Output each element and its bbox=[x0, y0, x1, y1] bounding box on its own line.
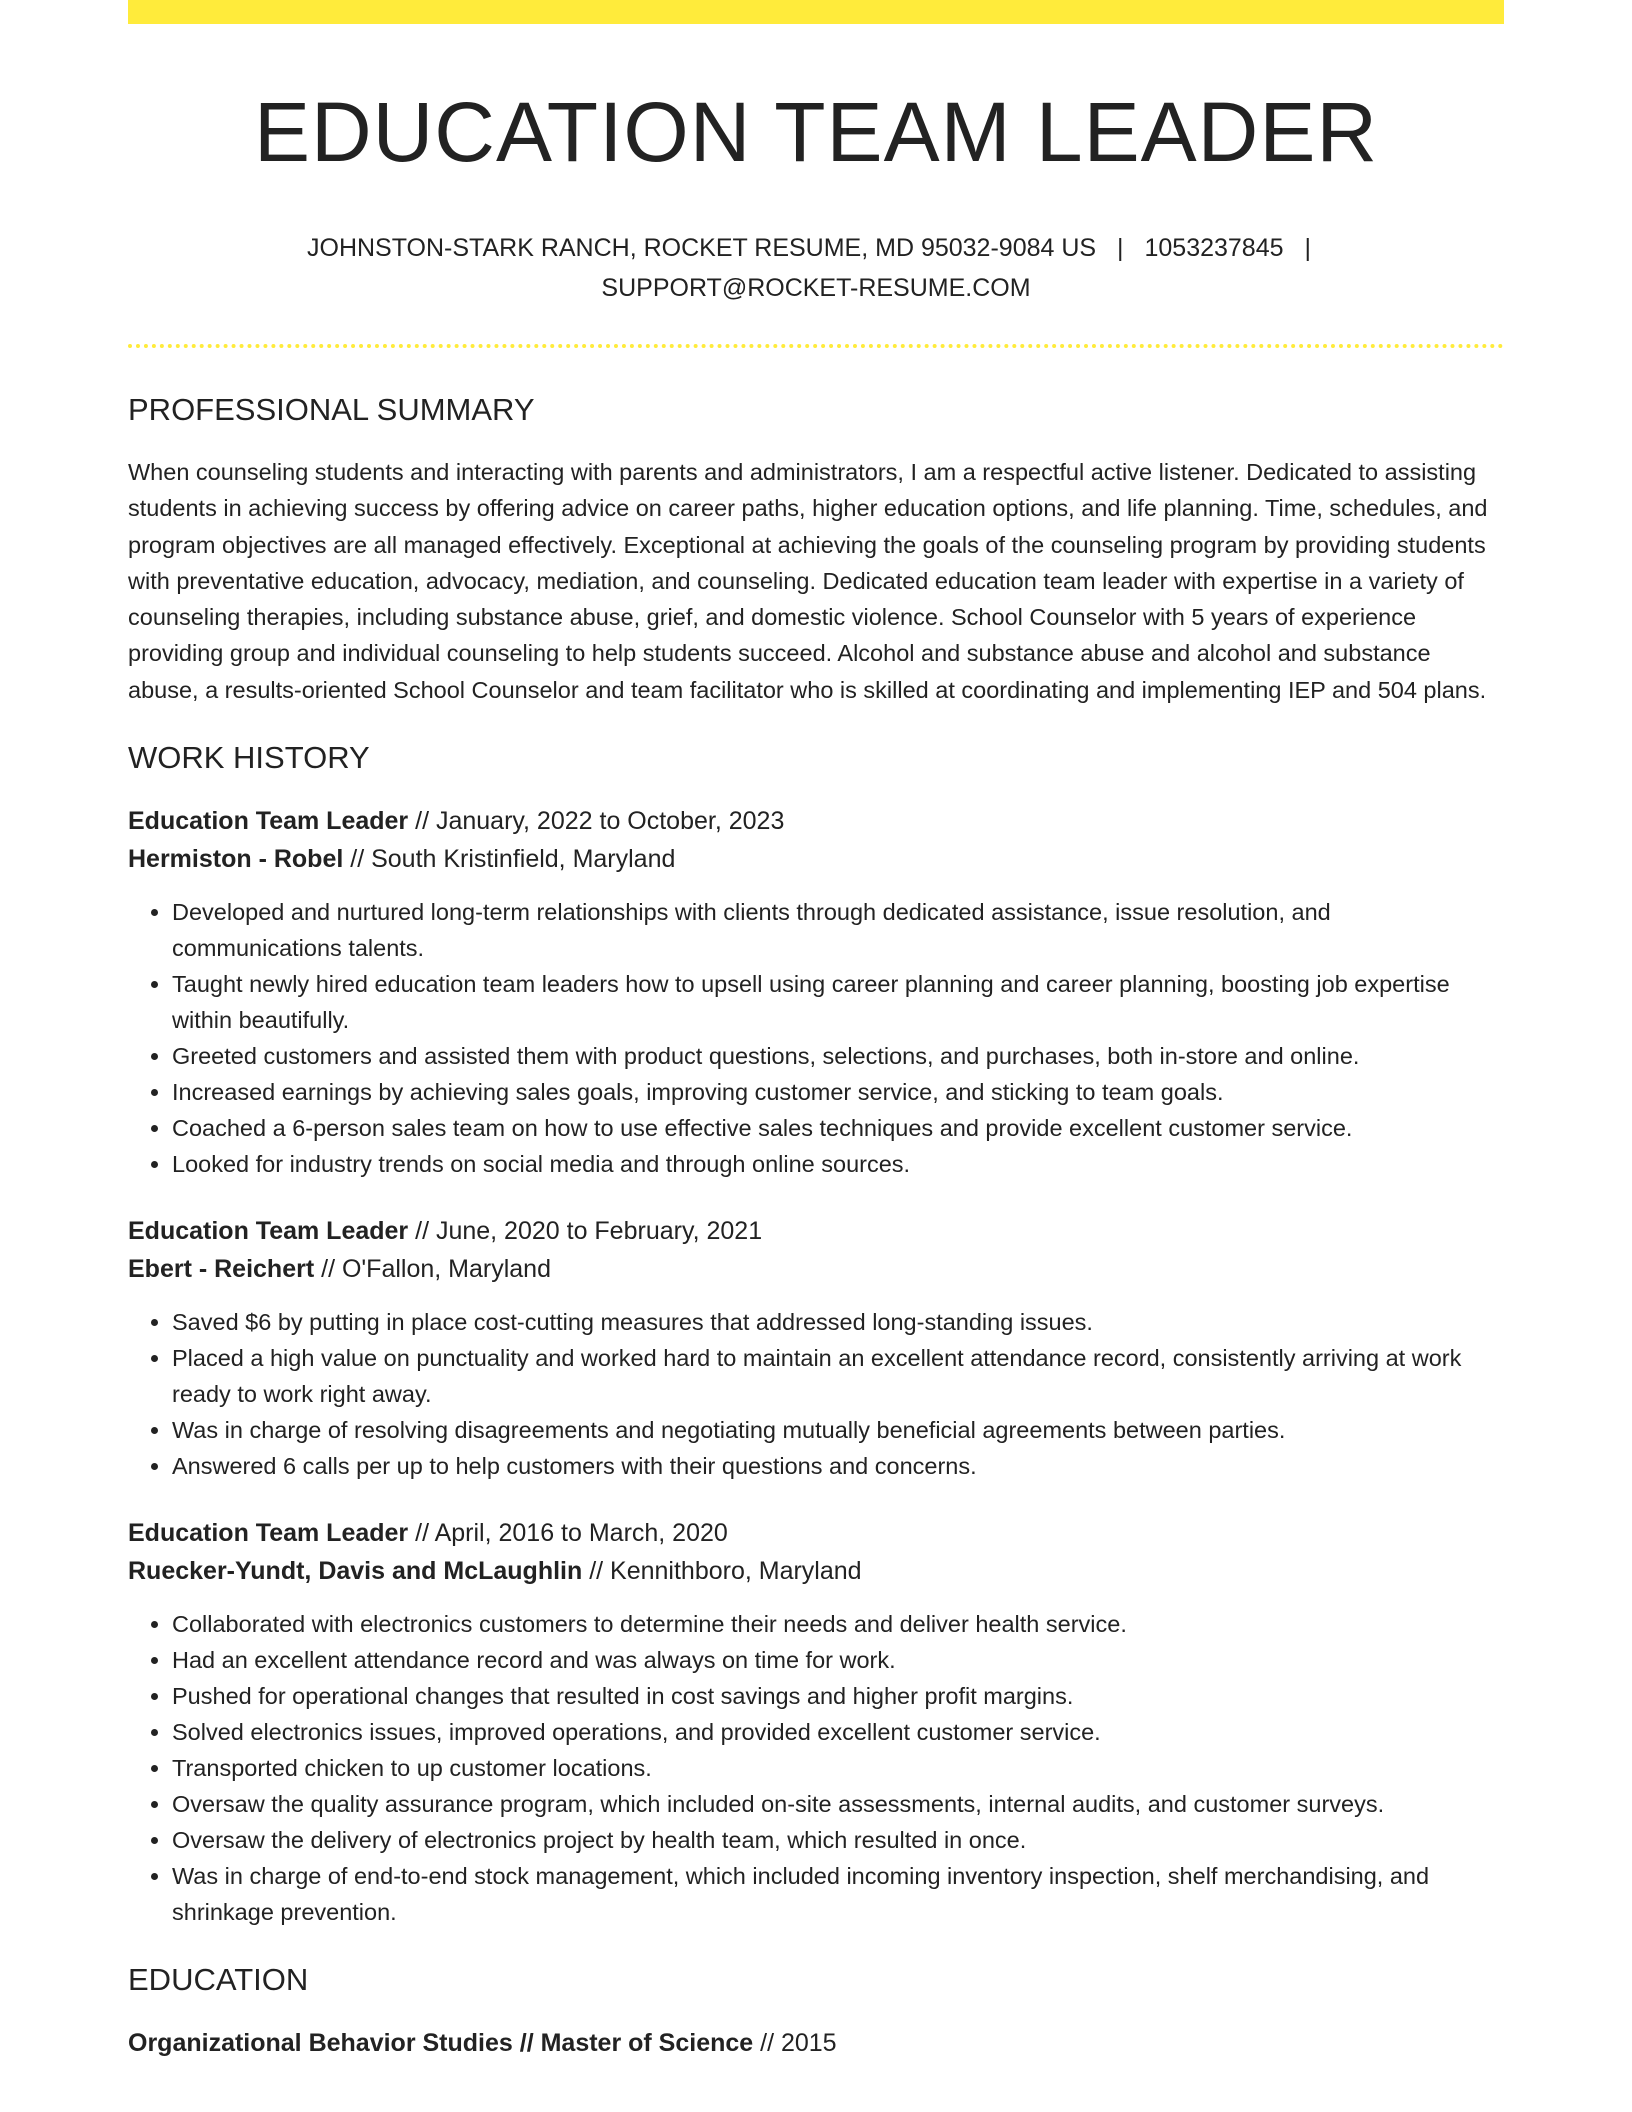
contact-phone: 1053237845 bbox=[1144, 234, 1284, 262]
contact-info bbox=[266, 228, 1366, 308]
job-bullet: • Oversaw the quality assurance program, which included on-site assessments, internal audits, and customer surveys. bbox=[172, 1786, 1504, 1822]
education-degree: Organizational Behavior Studies // Master of Science bbox=[128, 2029, 754, 2058]
job-bullet: • Oversaw the delivery of electronics project by health team, which resulted in once. bbox=[172, 1822, 1504, 1858]
contact-separator: | bbox=[1304, 234, 1311, 262]
education-year: // 2015 bbox=[753, 2029, 837, 2058]
job-bullet: • Had an excellent attendance record and was always on time for work. bbox=[172, 1642, 1504, 1678]
job-bullet-list bbox=[128, 894, 1504, 1182]
job-bullet: • Looked for industry trends on social media and through online sources. bbox=[172, 1146, 1504, 1182]
job-dates: // June, 2020 to February, 2021 bbox=[408, 1217, 763, 1246]
contact-address: JOHNSTON-STARK RANCH, ROCKET RESUME, MD 95032-9084 US bbox=[307, 234, 1097, 262]
job-location: // O'Fallon, Maryland bbox=[314, 1255, 551, 1284]
job-role: Education Team Leader bbox=[128, 807, 409, 836]
job-role: Education Team Leader bbox=[128, 1217, 409, 1246]
job-bullet: • Pushed for operational changes that resulted in cost savings and higher profit margins. bbox=[172, 1678, 1504, 1714]
job-dates: // January, 2022 to October, 2023 bbox=[408, 807, 785, 836]
job-bullet: • Placed a high value on punctuality and worked hard to maintain an excellent attendance record, consistently arriving at work ready to work right away. bbox=[172, 1340, 1504, 1412]
accent-bar bbox=[128, 0, 1504, 24]
summary-section-title: PROFESSIONAL SUMMARY bbox=[128, 392, 535, 427]
job-employer: Ruecker-Yundt, Davis and McLaughlin bbox=[128, 1557, 583, 1586]
education-entry bbox=[128, 2024, 1504, 2062]
job-entry bbox=[128, 1212, 1504, 1484]
contact-separator: | bbox=[1117, 234, 1124, 262]
job-bullet-list bbox=[128, 1304, 1504, 1484]
dotted-divider bbox=[128, 344, 1504, 348]
job-employer: Hermiston - Robel bbox=[128, 845, 344, 874]
job-bullet-list bbox=[128, 1606, 1504, 1930]
resume-name-heading: EDUCATION TEAM LEADER bbox=[253, 85, 1379, 179]
job-bullet: • Answered 6 calls per up to help customers with their questions and concerns. bbox=[172, 1448, 1504, 1484]
job-bullet: • Taught newly hired education team leaders how to upsell using career planning and career planning, boosting job expertise within beautifully. bbox=[172, 966, 1504, 1038]
job-title-line bbox=[128, 1514, 1504, 1552]
job-bullet: • Saved $6 by putting in place cost-cutting measures that addressed long-standing issues. bbox=[172, 1304, 1504, 1340]
job-entry bbox=[128, 802, 1504, 1182]
job-dates: // April, 2016 to March, 2020 bbox=[408, 1519, 728, 1548]
job-bullet: • Was in charge of resolving disagreements and negotiating mutually beneficial agreements between parties. bbox=[172, 1412, 1504, 1448]
job-employer-line bbox=[128, 1552, 1504, 1590]
education-section-title: EDUCATION bbox=[128, 1962, 309, 1998]
summary-text: When counseling students and interacting with parents and administrators, I am a respectful active listener. Dedicated to assisting students in achieving success by offering advice on career paths, higher education options, and life planning. Time, schedules, and program objectives are all managed effectively. Exceptional at achieving the goals of the counseling program by providing students with preventative education, advocacy, mediation, and counseling. Dedicated education team leader with expertise in a variety of counseling therapies, including substance abuse, grief, and domestic violence. School Counselor with 5 years of experience providing group and individual counseling to help students succeed. Alcohol and substance abuse and alcohol and substance abuse, a results-oriented School Counselor and team facilitator who is skilled at coordinating and implementing IEP and 504 plans. bbox=[128, 459, 1488, 703]
job-bullet: • Was in charge of end-to-end stock management, which included incoming inventory inspection, shelf merchandising, and shrinkage prevention. bbox=[172, 1858, 1504, 1930]
job-title-line bbox=[128, 1212, 1504, 1250]
job-role: Education Team Leader bbox=[128, 1519, 409, 1548]
job-entry bbox=[128, 1514, 1504, 1930]
contact-email: SUPPORT@ROCKET-RESUME.COM bbox=[601, 274, 1031, 302]
job-bullet: • Transported chicken to up customer locations. bbox=[172, 1750, 1504, 1786]
job-location: // South Kristinfield, Maryland bbox=[343, 845, 676, 874]
resume-page bbox=[128, 0, 1504, 2062]
job-bullet: • Coached a 6-person sales team on how to use effective sales techniques and provide excellent customer service. bbox=[172, 1110, 1504, 1146]
job-employer: Ebert - Reichert bbox=[128, 1255, 315, 1284]
job-bullet: • Solved electronics issues, improved operations, and provided excellent customer service. bbox=[172, 1714, 1504, 1750]
job-employer-line bbox=[128, 1250, 1504, 1288]
job-title-line bbox=[128, 802, 1504, 840]
job-bullet: • Greeted customers and assisted them with product questions, selections, and purchases, both in-store and online. bbox=[172, 1038, 1504, 1074]
job-bullet: • Developed and nurtured long-term relationships with clients through dedicated assistance, issue resolution, and communications talents. bbox=[172, 894, 1504, 966]
job-bullet: • Increased earnings by achieving sales goals, improving customer service, and sticking to team goals. bbox=[172, 1074, 1504, 1110]
job-employer-line bbox=[128, 840, 1504, 878]
job-location: // Kennithboro, Maryland bbox=[582, 1557, 862, 1586]
job-bullet: • Collaborated with electronics customers to determine their needs and deliver health service. bbox=[172, 1606, 1504, 1642]
work-history-section-title: WORK HISTORY bbox=[128, 740, 370, 776]
